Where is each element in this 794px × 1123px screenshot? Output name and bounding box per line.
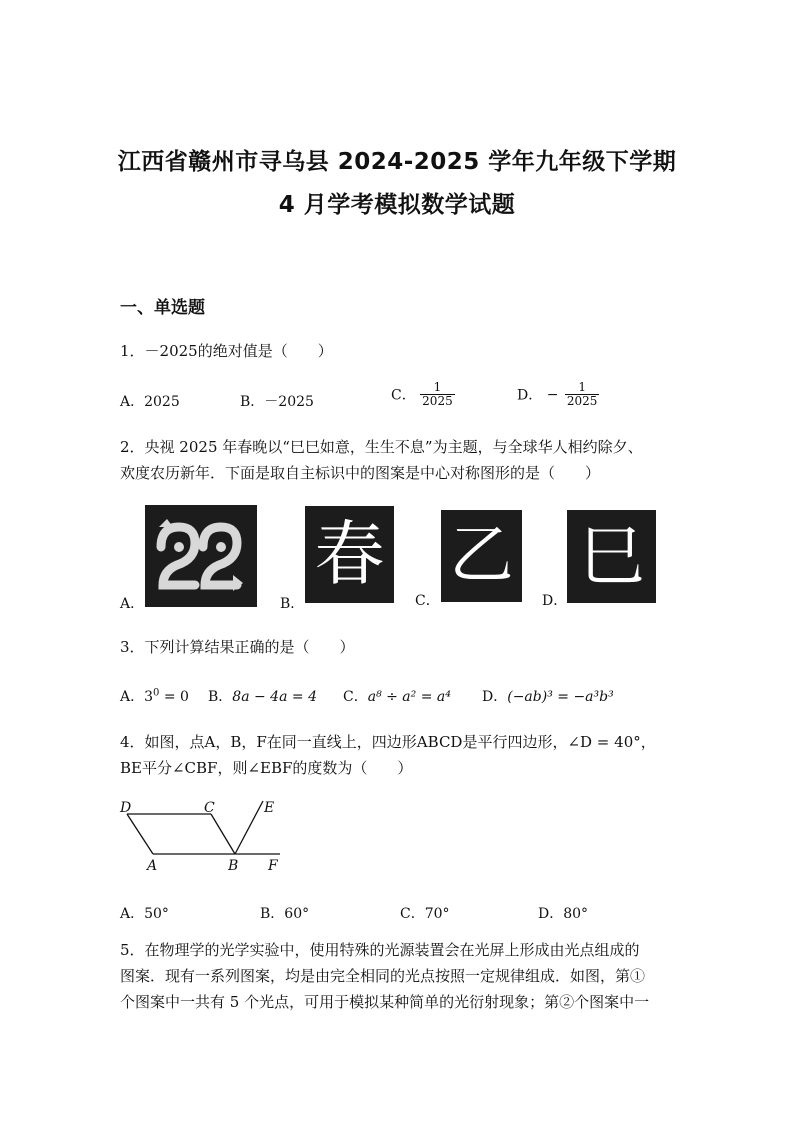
question-1-stem: 1．－2025的绝对值是（ ）	[120, 342, 333, 360]
question-3-option-d-label: D．	[482, 689, 508, 705]
question-3-option-b-label: B．	[208, 689, 233, 705]
fraction-denominator: 2025	[566, 394, 598, 408]
point-label-F: F	[268, 858, 278, 874]
question-1-option-c-fraction	[420, 381, 455, 408]
chun-character-image	[305, 506, 394, 603]
question-5-stem-line-3: 个图案中一共有 5 个光点，可用于模拟某种简单的光衍射现象；第②个图案中一	[120, 993, 650, 1011]
snake-pattern-icon	[145, 505, 257, 607]
question-2-stem-line-2: 欢度农历新年．下面是取自主标识中的图案是中心对称图形的是（ ）	[120, 464, 601, 482]
segment-CB	[211, 814, 235, 854]
parallelogram-figure	[115, 796, 290, 876]
question-1-option-c-label: C．	[391, 387, 416, 404]
fraction-numerator: 1	[433, 380, 442, 394]
si-character-image	[567, 510, 656, 603]
question-4-option-c: C．70°	[400, 906, 450, 922]
question-3-option-d-expression: (−ab)³ = −a³b³	[507, 689, 614, 705]
question-2-option-c-label: C．	[415, 593, 440, 609]
question-3-option-d	[482, 686, 614, 706]
question-3-option-b-expression: 8a − 4a = 4	[232, 689, 317, 705]
yi-character-image	[441, 510, 522, 602]
question-2-stem-line-1: 2．央视 2025 年春晚以“巳巳如意，生生不息”为主题，与全球华人相约除夕、	[120, 438, 643, 456]
question-1-option-d	[517, 381, 599, 408]
negative-sign: −	[546, 386, 559, 403]
question-1-option-c	[391, 381, 455, 408]
point-label-A: A	[147, 858, 158, 874]
chun-character: 春	[314, 513, 385, 595]
question-3-option-c	[343, 686, 451, 706]
si-character: 巳	[578, 518, 645, 595]
point-label-D: D	[120, 800, 132, 816]
exam-title-line-2: 4 月学考模拟数学试题	[278, 192, 516, 218]
question-1-option-a: A．2025	[120, 394, 180, 410]
yi-character: 乙	[449, 519, 514, 593]
question-4-option-a: A．50°	[120, 906, 169, 922]
question-3-stem: 3．下列计算结果正确的是（ ）	[120, 638, 355, 656]
question-5-stem-line-2: 图案．现有一系列图案，均是由完全相同的光点按照一定规律组成．如图，第①	[120, 967, 646, 985]
question-4-stem-line-2: BE平分∠CBF，则∠EBF的度数为（ ）	[120, 759, 413, 777]
question-2-option-d-label: D．	[542, 593, 568, 609]
question-1-option-d-fraction	[565, 381, 600, 408]
question-5-stem-line-1: 5．在物理学的光学实验中，使用特殊的光源装置会在光屏上形成由光点组成的	[120, 941, 640, 959]
exam-title-line-1: 江西省赣州市寻乌县 2024-2025 学年九年级下学期	[117, 149, 677, 175]
expr-base: 3	[144, 689, 154, 705]
question-3-option-a-label: A．	[120, 689, 145, 705]
question-3-option-a	[120, 686, 189, 706]
section-heading: 一、单选题	[120, 298, 205, 318]
point-label-B: B	[228, 858, 239, 874]
question-4-stem-line-1: 4．如图，点A，B，F在同一直线上，四边形ABCD是平行四边形，∠D = 40°，	[120, 733, 656, 751]
question-3-option-b	[208, 686, 317, 706]
point-label-E: E	[264, 800, 275, 816]
question-2-option-b-label: B．	[280, 596, 305, 612]
fraction-numerator: 1	[578, 380, 586, 394]
fraction-denominator: 2025	[422, 394, 453, 408]
question-2-option-a-label: A．	[120, 596, 145, 612]
question-3-option-c-expression: a⁸ ÷ a² = a⁴	[367, 689, 451, 705]
point-label-C: C	[204, 800, 215, 816]
ray-BE	[235, 801, 263, 854]
question-1-option-b: B．－2025	[240, 394, 314, 410]
question-4-option-d: D．80°	[538, 906, 589, 922]
snake-pattern-image	[145, 505, 257, 607]
question-3-option-c-label: C．	[343, 689, 368, 705]
expr-exponent: 0	[153, 687, 160, 699]
question-4-option-b: B．60°	[260, 906, 310, 922]
segment-DA	[127, 814, 153, 854]
expr-rest: = 0	[159, 689, 189, 705]
question-1-option-d-label: D．	[517, 387, 543, 404]
